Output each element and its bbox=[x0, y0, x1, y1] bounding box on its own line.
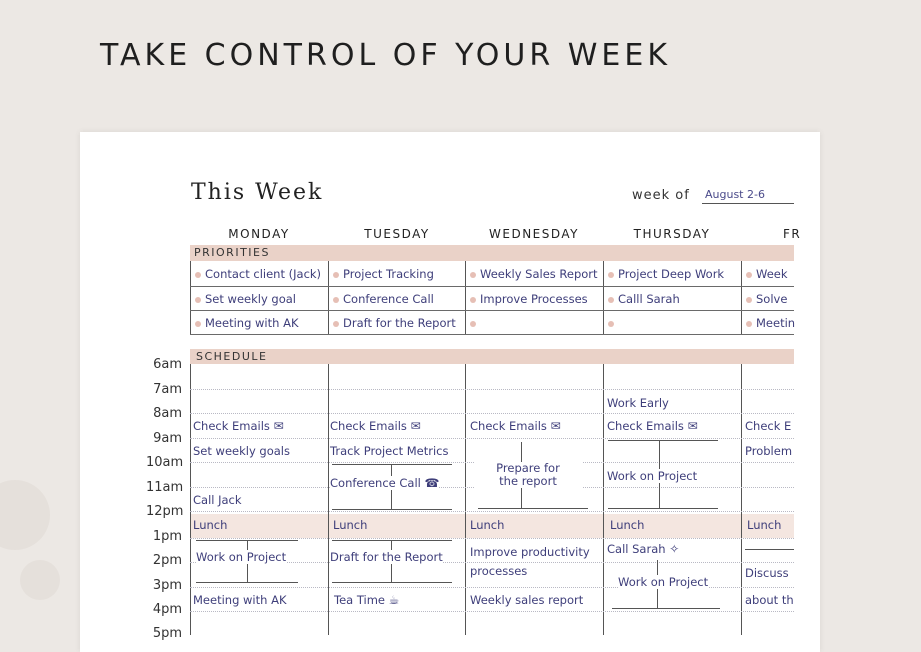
priority-item[interactable]: Weekly Sales Report bbox=[470, 267, 598, 281]
event-improve-productivity[interactable]: Improve productivity bbox=[470, 545, 590, 559]
bullet-icon bbox=[333, 272, 339, 278]
priority-item[interactable]: Project Tracking bbox=[333, 267, 434, 281]
priorities-row-line bbox=[190, 334, 794, 335]
priorities-divider bbox=[741, 261, 742, 335]
bullet-icon bbox=[746, 321, 752, 327]
range-cap bbox=[332, 582, 452, 583]
background-blot bbox=[0, 480, 50, 550]
bullet-icon bbox=[470, 297, 476, 303]
day-header-wednesday: WEDNESDAY bbox=[489, 227, 579, 241]
event-set-goals[interactable]: Set weekly goals bbox=[193, 444, 290, 458]
cup-icon: ☕ bbox=[388, 593, 400, 607]
range-cap bbox=[612, 608, 720, 609]
event-sales-report[interactable]: Weekly sales report bbox=[470, 593, 584, 607]
range-cap bbox=[332, 464, 452, 465]
priorities-row-line bbox=[190, 286, 794, 287]
event-lunch[interactable]: Lunch bbox=[193, 518, 228, 532]
event-improve-productivity-cont: processes bbox=[470, 564, 528, 578]
bullet-icon bbox=[195, 297, 201, 303]
hour-line bbox=[190, 511, 794, 512]
day-header-friday: FR bbox=[783, 227, 802, 241]
priority-item[interactable]: Project Deep Work bbox=[608, 267, 724, 281]
range-cap bbox=[608, 440, 718, 441]
bullet-icon bbox=[608, 321, 614, 327]
priorities-row-line bbox=[190, 310, 794, 311]
bullet-icon bbox=[608, 297, 614, 303]
event-lunch[interactable]: Lunch bbox=[747, 518, 782, 532]
priority-item[interactable]: Improve Processes bbox=[470, 292, 588, 306]
planner-title: This Week bbox=[191, 180, 324, 205]
priority-item[interactable]: Meetin bbox=[746, 316, 795, 330]
bullet-icon bbox=[333, 321, 339, 327]
priority-item[interactable]: Calll Sarah bbox=[608, 292, 680, 306]
range-cap bbox=[332, 509, 452, 510]
priorities-band bbox=[190, 245, 794, 261]
phone-icon: ☎ bbox=[424, 476, 440, 490]
event-about: about th bbox=[745, 593, 794, 607]
time-label: 4pm bbox=[152, 602, 182, 617]
priority-item[interactable]: Meeting with AK bbox=[195, 316, 298, 330]
time-label: 9am bbox=[153, 431, 182, 446]
range-cap bbox=[332, 540, 452, 541]
bullet-icon bbox=[195, 321, 201, 327]
priority-item[interactable]: Draft for the Report bbox=[333, 316, 456, 330]
time-label: 2pm bbox=[152, 553, 182, 568]
schedule-band bbox=[190, 349, 794, 364]
event-work-project[interactable]: Work on Project bbox=[607, 469, 698, 483]
time-label: 12pm bbox=[146, 504, 184, 519]
priorities-divider bbox=[603, 261, 604, 335]
time-label: 1pm bbox=[152, 529, 182, 544]
range-cap bbox=[745, 549, 794, 550]
bullet-icon bbox=[195, 272, 201, 278]
event-lunch[interactable]: Lunch bbox=[470, 518, 505, 532]
event-conference-call[interactable]: Conference Call ☎ bbox=[330, 476, 440, 490]
bullet-icon bbox=[470, 321, 476, 327]
sparkle-icon: ✧ bbox=[669, 542, 680, 556]
background-blot bbox=[20, 560, 60, 600]
hour-line bbox=[190, 389, 794, 390]
page-headline: TAKE CONTROL OF YOUR WEEK bbox=[100, 38, 672, 73]
event-problem[interactable]: Problem bbox=[745, 444, 793, 458]
envelope-icon: ✉ bbox=[273, 419, 284, 433]
priority-item[interactable]: Conference Call bbox=[333, 292, 434, 306]
planner-sheet bbox=[80, 132, 820, 652]
event-check-emails[interactable]: Check Emails ✉ bbox=[607, 419, 698, 433]
hour-line bbox=[190, 538, 794, 539]
event-discuss[interactable]: Discuss bbox=[745, 566, 789, 580]
event-work-early[interactable]: Work Early bbox=[607, 396, 669, 410]
event-check-emails[interactable]: Check Emails ✉ bbox=[470, 419, 561, 433]
schedule-divider bbox=[741, 364, 742, 635]
envelope-icon: ✉ bbox=[410, 419, 421, 433]
event-call-jack[interactable]: Call Jack bbox=[193, 493, 242, 507]
week-of-value[interactable]: August 2-6 bbox=[705, 188, 765, 201]
time-label: 8am bbox=[153, 406, 182, 421]
week-of-label: week of bbox=[632, 188, 690, 203]
priority-item[interactable]: Set weekly goal bbox=[195, 292, 296, 306]
event-check-emails[interactable]: Check Emails ✉ bbox=[330, 419, 421, 433]
time-label: 6am bbox=[153, 357, 182, 372]
priorities-divider bbox=[465, 261, 466, 335]
bullet-icon bbox=[470, 272, 476, 278]
time-label: 7am bbox=[153, 382, 182, 397]
schedule-label: SCHEDULE bbox=[196, 350, 268, 363]
time-label: 10am bbox=[146, 455, 184, 470]
schedule-divider bbox=[465, 364, 466, 635]
schedule-divider bbox=[328, 364, 329, 635]
schedule-divider bbox=[190, 364, 191, 635]
event-meeting[interactable]: Meeting with AK bbox=[193, 593, 287, 607]
priority-item[interactable]: Contact client (Jack) bbox=[195, 267, 321, 281]
schedule-divider bbox=[603, 364, 604, 635]
time-label: 11am bbox=[146, 480, 184, 495]
priority-item[interactable] bbox=[470, 316, 480, 330]
hour-line bbox=[190, 438, 794, 439]
event-work-project-2[interactable]: Work on Project bbox=[618, 575, 709, 589]
event-check-emails[interactable]: Check Emails ✉ bbox=[193, 419, 284, 433]
event-prepare-report[interactable]: Prepare for the report bbox=[474, 462, 582, 488]
range-cap bbox=[196, 582, 298, 583]
event-work-project[interactable]: Work on Project bbox=[196, 550, 287, 564]
priority-item[interactable]: Solve bbox=[746, 292, 787, 306]
event-call-sarah[interactable]: Call Sarah ✧ bbox=[607, 542, 680, 556]
event-lunch[interactable]: Lunch bbox=[610, 518, 645, 532]
bullet-icon bbox=[608, 272, 614, 278]
bullet-icon bbox=[333, 297, 339, 303]
day-header-tuesday: TUESDAY bbox=[364, 227, 430, 241]
priorities-label: PRIORITIES bbox=[194, 246, 270, 259]
range-cap bbox=[608, 508, 718, 509]
time-label: 5pm bbox=[152, 626, 182, 641]
day-header-monday: MONDAY bbox=[228, 227, 290, 241]
day-header-thursday: THURSDAY bbox=[633, 227, 711, 241]
event-tea-time[interactable]: Tea Time ☕ bbox=[334, 593, 400, 607]
time-label: 3pm bbox=[152, 578, 182, 593]
priority-item[interactable] bbox=[608, 316, 618, 330]
bullet-icon bbox=[746, 297, 752, 303]
hour-line bbox=[190, 611, 794, 612]
event-lunch[interactable]: Lunch bbox=[333, 518, 368, 532]
event-track-metrics[interactable]: Track Project Metrics bbox=[330, 444, 449, 458]
priority-item[interactable]: Week bbox=[746, 267, 788, 281]
envelope-icon: ✉ bbox=[687, 419, 698, 433]
bullet-icon bbox=[746, 272, 752, 278]
envelope-icon: ✉ bbox=[550, 419, 561, 433]
week-of-underline bbox=[702, 203, 794, 204]
event-check-emails[interactable]: Check E bbox=[745, 419, 792, 433]
priorities-divider bbox=[328, 261, 329, 335]
priorities-divider bbox=[190, 261, 191, 335]
hour-line bbox=[190, 413, 794, 414]
event-draft-report[interactable]: Draft for the Report bbox=[330, 550, 443, 564]
range-cap bbox=[478, 508, 588, 509]
